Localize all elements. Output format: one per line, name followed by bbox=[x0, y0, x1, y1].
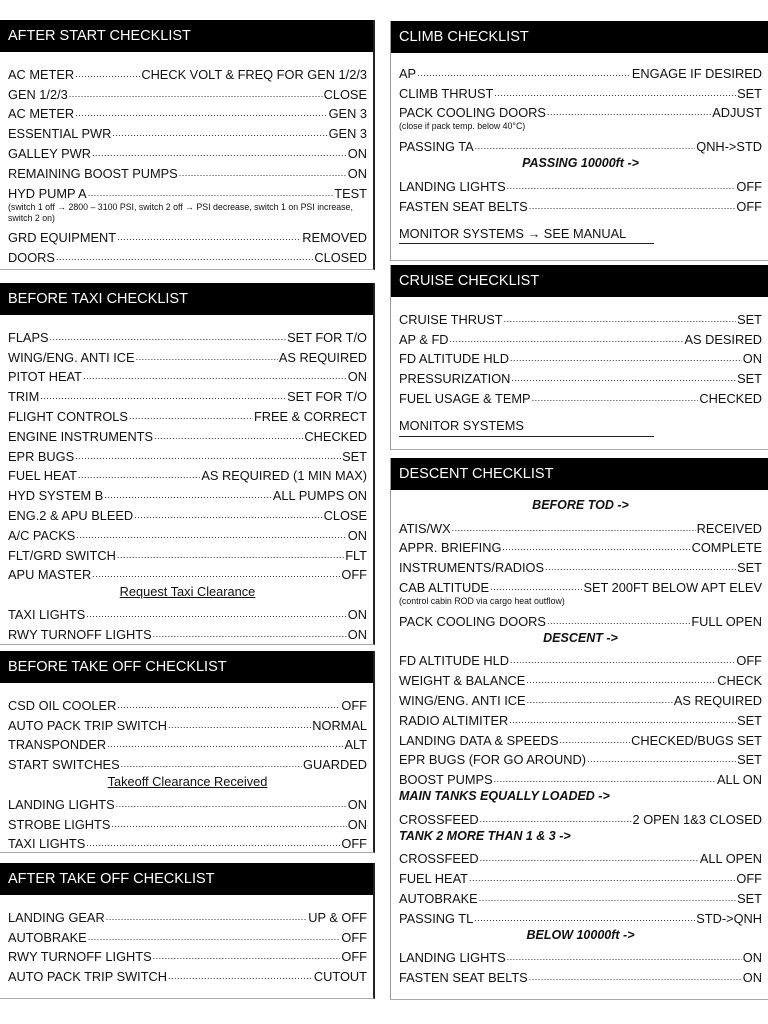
item-label: AUTOBRAKE bbox=[399, 890, 478, 906]
item-label: CROSSFEED bbox=[399, 811, 479, 827]
leader-dots bbox=[69, 86, 323, 102]
leader-dots bbox=[494, 85, 736, 101]
descent-section bbox=[390, 458, 768, 1000]
leader-dots bbox=[480, 811, 632, 827]
checklist-row bbox=[8, 733, 367, 753]
checklist-row bbox=[8, 563, 367, 583]
divider bbox=[399, 436, 654, 437]
checklist-row bbox=[8, 964, 367, 984]
item-label: FUEL HEAT bbox=[8, 468, 77, 484]
item-label: CROSSFEED bbox=[399, 851, 479, 867]
item-value: REMOVED bbox=[302, 230, 367, 246]
note: (control cabin ROD via cargo heat outflow) bbox=[399, 595, 565, 606]
item-label: ENG.2 & APU BLEED bbox=[8, 507, 134, 523]
leader-dots bbox=[117, 697, 340, 713]
item-value: RECEIVED bbox=[696, 520, 762, 536]
leader-dots bbox=[75, 105, 327, 121]
item-label: AP & FD bbox=[399, 331, 449, 347]
leader-dots bbox=[479, 890, 736, 906]
section-header: AFTER START CHECKLIST bbox=[0, 20, 373, 52]
leader-dots bbox=[510, 350, 742, 366]
leader-dots bbox=[92, 566, 340, 582]
checklist-row bbox=[8, 141, 367, 161]
item-label: LANDING DATA & SPEEDS bbox=[399, 732, 559, 748]
item-label: LANDING LIGHTS bbox=[8, 796, 115, 812]
after-start-section bbox=[0, 20, 375, 270]
item-value: CUTOUT bbox=[313, 969, 367, 985]
item-value: CLOSE bbox=[323, 507, 367, 523]
item-value: SET bbox=[737, 85, 762, 101]
leader-dots bbox=[511, 370, 736, 386]
checklist-row bbox=[399, 307, 762, 327]
monitor-note: MONITOR SYSTEMS → SEE MANUAL bbox=[399, 225, 627, 241]
leader-dots bbox=[417, 65, 631, 81]
item-label: PASSING TL bbox=[399, 910, 474, 926]
checklist-row bbox=[8, 121, 367, 141]
section-header: AFTER TAKE OFF CHECKLIST bbox=[0, 863, 373, 895]
item-label: PITOT HEAT bbox=[8, 369, 82, 385]
item-value: SET FOR T/O bbox=[287, 329, 367, 345]
item-label: A/C PACKS bbox=[8, 527, 76, 543]
checklist-row bbox=[399, 536, 762, 556]
leader-dots bbox=[179, 165, 347, 181]
item-value: FULL OPEN bbox=[691, 613, 762, 629]
checklist-row bbox=[8, 812, 367, 832]
item-label: INSTRUMENTS/RADIOS bbox=[399, 560, 545, 576]
item-value: STD->QNH bbox=[696, 910, 762, 926]
leader-dots bbox=[153, 948, 341, 964]
item-label: START SWITCHES bbox=[8, 757, 120, 773]
leader-dots bbox=[547, 104, 711, 120]
item-value: SET bbox=[737, 311, 762, 327]
leader-dots bbox=[83, 368, 347, 384]
item-label: PRESSURIZATION bbox=[399, 371, 511, 387]
item-label: GALLEY PWR bbox=[8, 145, 91, 161]
climb-section bbox=[390, 21, 768, 261]
item-label: RADIO ALTIMITER bbox=[399, 712, 509, 728]
item-label: CLIMB THRUST bbox=[399, 85, 494, 101]
leader-dots bbox=[107, 736, 343, 752]
checklist-row bbox=[8, 181, 367, 201]
item-value: CHECK bbox=[717, 673, 762, 689]
checklist-row bbox=[8, 832, 367, 852]
item-label: LANDING LIGHTS bbox=[399, 178, 506, 194]
item-value: AS REQUIRED bbox=[278, 349, 367, 365]
item-value: ON bbox=[347, 626, 367, 642]
item-label: AUTOBRAKE bbox=[8, 929, 87, 945]
checklist-row bbox=[399, 609, 762, 629]
checklist-row bbox=[399, 728, 762, 748]
before-takeoff-section bbox=[0, 651, 375, 853]
item-value: OFF bbox=[736, 198, 762, 214]
leader-dots bbox=[88, 929, 341, 945]
item-label: TAXI LIGHTS bbox=[8, 606, 86, 622]
sub-heading: BELOW 10000ft -> bbox=[526, 927, 635, 942]
leader-dots bbox=[56, 249, 313, 265]
checklist-row bbox=[399, 708, 762, 728]
note: (close if pack temp. below 40°C) bbox=[399, 121, 526, 132]
checklist-row bbox=[8, 523, 367, 543]
checklist-row bbox=[399, 767, 762, 787]
item-value: AS REQUIRED (1 MIN MAX) bbox=[201, 468, 367, 484]
leader-dots bbox=[117, 547, 344, 563]
checklist-row bbox=[8, 245, 367, 265]
item-label: AC METER bbox=[8, 106, 75, 122]
checklist-row bbox=[8, 543, 367, 563]
checklist-row bbox=[8, 693, 367, 713]
checklist-row bbox=[399, 516, 762, 536]
item-label: TRANSPONDER bbox=[8, 737, 107, 753]
leader-dots bbox=[116, 796, 347, 812]
item-label: APU MASTER bbox=[8, 567, 92, 583]
section-header: BEFORE TAKE OFF CHECKLIST bbox=[0, 651, 373, 683]
leader-dots bbox=[112, 125, 327, 141]
item-value: ENGAGE IF DESIRED bbox=[631, 65, 762, 81]
item-value: AS DESIRED bbox=[684, 331, 762, 347]
item-label: AUTO PACK TRIP SWITCH bbox=[8, 969, 168, 985]
item-value: ALL OPEN bbox=[699, 851, 762, 867]
item-value: AS REQUIRED bbox=[673, 692, 762, 708]
item-value: ADJUST bbox=[712, 105, 762, 121]
item-value: ON bbox=[347, 145, 367, 161]
checklist-row bbox=[399, 174, 762, 194]
item-label: ESSENTIAL PWR bbox=[8, 126, 112, 142]
item-value: OFF bbox=[736, 178, 762, 194]
cruise-section bbox=[390, 265, 768, 450]
leader-dots bbox=[494, 771, 716, 787]
leader-dots bbox=[510, 652, 735, 668]
leader-dots bbox=[78, 467, 200, 483]
section-header: CRUISE CHECKLIST bbox=[391, 265, 768, 297]
divider bbox=[399, 243, 654, 244]
item-value: OFF bbox=[341, 949, 367, 965]
checklist-row bbox=[399, 366, 762, 386]
checklist-row bbox=[8, 945, 367, 965]
item-value: OFF bbox=[736, 871, 762, 887]
checklist-row bbox=[8, 905, 367, 925]
item-value: NORMAL bbox=[312, 717, 367, 733]
item-label: RWY TURNOFF LIGHTS bbox=[8, 949, 152, 965]
item-value: COMPLETE bbox=[691, 540, 762, 556]
after-takeoff-section bbox=[0, 863, 375, 999]
item-label: GEN 1/2/3 bbox=[8, 86, 68, 102]
item-label: APPR. BRIEFING bbox=[399, 540, 502, 556]
leader-dots bbox=[117, 229, 301, 245]
item-label: FUEL HEAT bbox=[399, 871, 468, 887]
checklist-row bbox=[8, 325, 367, 345]
checklist-row bbox=[399, 866, 762, 886]
item-label: TRIM bbox=[8, 389, 40, 405]
checklist-row bbox=[399, 946, 762, 966]
item-value: SET bbox=[342, 448, 367, 464]
leader-dots bbox=[50, 329, 287, 345]
item-value: FREE & CORRECT bbox=[253, 408, 367, 424]
item-value: ON bbox=[347, 606, 367, 622]
checklist-row bbox=[399, 649, 762, 669]
checklist-row bbox=[399, 847, 762, 867]
item-label: ENGINE INSTRUMENTS bbox=[8, 428, 154, 444]
item-value: SET bbox=[737, 712, 762, 728]
checklist-row bbox=[399, 555, 762, 575]
checklist-row bbox=[8, 925, 367, 945]
checklist-row bbox=[8, 503, 367, 523]
leader-dots bbox=[168, 717, 311, 733]
item-value: ON bbox=[742, 950, 762, 966]
leader-dots bbox=[469, 870, 735, 886]
checklist-row bbox=[8, 424, 367, 444]
checklist-row bbox=[8, 464, 367, 484]
item-value: OFF bbox=[341, 567, 367, 583]
leader-dots bbox=[509, 712, 736, 728]
item-label: EPR BUGS (FOR GO AROUND) bbox=[399, 752, 586, 768]
checklist-row bbox=[8, 483, 367, 503]
item-value: ALL PUMPS ON bbox=[272, 488, 367, 504]
checklist-row bbox=[8, 365, 367, 385]
leader-dots bbox=[547, 613, 690, 629]
checklist-row bbox=[399, 668, 762, 688]
checklist-row bbox=[8, 792, 367, 812]
item-value: SET bbox=[737, 371, 762, 387]
item-label: HYD SYSTEM B bbox=[8, 488, 104, 504]
checklist-row bbox=[399, 386, 762, 406]
leader-dots bbox=[86, 835, 340, 851]
checklist-row bbox=[8, 444, 367, 464]
item-value: UP & OFF bbox=[308, 909, 367, 925]
item-label: CRUISE THRUST bbox=[399, 311, 503, 327]
item-label: CSD OIL COOLER bbox=[8, 697, 117, 713]
sub-heading: MAIN TANKS EQUALLY LOADED -> bbox=[399, 789, 610, 804]
item-value: FLT bbox=[345, 547, 367, 563]
checklist-row bbox=[399, 327, 762, 347]
item-value: SET bbox=[737, 752, 762, 768]
item-value: ON bbox=[347, 369, 367, 385]
item-value: GEN 3 bbox=[328, 126, 367, 142]
leader-dots bbox=[129, 408, 253, 424]
leader-dots bbox=[532, 390, 699, 406]
checklist-row bbox=[399, 688, 762, 708]
leader-dots bbox=[587, 751, 736, 767]
item-value: ON bbox=[347, 165, 367, 181]
checklist-row bbox=[399, 575, 762, 595]
leader-dots bbox=[136, 349, 278, 365]
item-value: CLOSED bbox=[314, 250, 367, 266]
checklist-row bbox=[399, 906, 762, 926]
center-note: Takeoff Clearance Received bbox=[107, 774, 268, 790]
leader-dots bbox=[526, 672, 716, 688]
checklist-row bbox=[8, 62, 367, 82]
item-value: OFF bbox=[341, 929, 367, 945]
section-header: BEFORE TAXI CHECKLIST bbox=[0, 283, 373, 315]
item-value: SET bbox=[737, 560, 762, 576]
item-value: OFF bbox=[341, 697, 367, 713]
leader-dots bbox=[545, 559, 736, 575]
leader-dots bbox=[88, 185, 334, 201]
leader-dots bbox=[490, 579, 582, 595]
item-value: QNH->STD bbox=[696, 139, 762, 155]
item-label: FASTEN SEAT BELTS bbox=[399, 198, 528, 214]
checklist-row bbox=[8, 713, 367, 733]
item-value: GUARDED bbox=[303, 757, 367, 773]
leader-dots bbox=[121, 756, 302, 772]
leader-dots bbox=[106, 909, 308, 925]
item-value: SET bbox=[737, 890, 762, 906]
checklist-row bbox=[399, 965, 762, 985]
checklist-row bbox=[8, 161, 367, 181]
item-value: CLOSE bbox=[323, 86, 367, 102]
item-label: EPR BUGS bbox=[8, 448, 75, 464]
item-label: WING/ENG. ANTI ICE bbox=[399, 692, 526, 708]
checklist-row bbox=[399, 807, 762, 827]
monitor-note: MONITOR SYSTEMS bbox=[399, 417, 524, 433]
item-label: PASSING TA bbox=[399, 139, 474, 155]
checklist-row bbox=[399, 101, 762, 121]
item-label: WEIGHT & BALANCE bbox=[399, 673, 526, 689]
checklist-row bbox=[399, 347, 762, 367]
item-value: CHECKED bbox=[699, 390, 762, 406]
leader-dots bbox=[86, 606, 347, 622]
checklist-row bbox=[399, 134, 762, 154]
item-value: ON bbox=[742, 351, 762, 367]
checklist-row bbox=[8, 384, 367, 404]
item-value: TEST bbox=[334, 185, 367, 201]
item-label: WING/ENG. ANTI ICE bbox=[8, 349, 135, 365]
sub-heading: BEFORE TOD -> bbox=[532, 498, 629, 512]
checklist-row bbox=[399, 748, 762, 768]
item-label: FD ALTITUDE HLD bbox=[399, 653, 509, 669]
item-label: FLT/GRD SWITCH bbox=[8, 547, 116, 563]
leader-dots bbox=[560, 732, 631, 748]
item-label: GRD EQUIPMENT bbox=[8, 230, 117, 246]
leader-dots bbox=[111, 816, 346, 832]
checklist-row bbox=[399, 81, 762, 101]
checklist-row bbox=[8, 404, 367, 424]
item-value: OFF bbox=[736, 653, 762, 669]
item-value: 2 OPEN 1&3 CLOSED bbox=[632, 811, 762, 827]
section-header: DESCENT CHECKLIST bbox=[391, 458, 768, 490]
item-label: ATIS/WX bbox=[399, 520, 451, 536]
item-label: LANDING LIGHTS bbox=[399, 950, 506, 966]
leader-dots bbox=[507, 178, 736, 194]
leader-dots bbox=[153, 626, 347, 642]
item-value: CHECK VOLT & FREQ FOR GEN 1/2/3 bbox=[141, 66, 367, 82]
item-value: SET FOR T/O bbox=[287, 389, 367, 405]
sub-heading: PASSING 10000ft -> bbox=[522, 156, 639, 171]
item-label: AUTO PACK TRIP SWITCH bbox=[8, 717, 168, 733]
before-taxi-section bbox=[0, 283, 375, 645]
leader-dots bbox=[480, 850, 699, 866]
checklist-row bbox=[8, 602, 367, 622]
leader-dots bbox=[507, 949, 742, 965]
item-value: CHECKED bbox=[304, 428, 367, 444]
leader-dots bbox=[76, 527, 346, 543]
item-value: ALT bbox=[344, 737, 367, 753]
item-value: SET 200FT BELOW APT ELEV bbox=[583, 579, 762, 595]
item-label: FLIGHT CONTROLS bbox=[8, 408, 128, 424]
checklist-row bbox=[399, 886, 762, 906]
item-label: TAXI LIGHTS bbox=[8, 836, 86, 852]
item-value: ON bbox=[347, 527, 367, 543]
item-value: ON bbox=[347, 816, 367, 832]
leader-dots bbox=[502, 539, 690, 555]
item-label: PACK COOLING DOORS bbox=[399, 105, 546, 121]
item-label: LANDING GEAR bbox=[8, 909, 105, 925]
leader-dots bbox=[40, 388, 286, 404]
item-label: REMAINING BOOST PUMPS bbox=[8, 165, 178, 181]
leader-dots bbox=[104, 487, 272, 503]
item-label: PACK COOLING DOORS bbox=[399, 613, 546, 629]
leader-dots bbox=[527, 692, 673, 708]
checklist-row bbox=[8, 622, 367, 642]
item-value: ALL ON bbox=[716, 772, 762, 788]
checklist-row bbox=[8, 82, 367, 102]
item-label: FUEL USAGE & TEMP bbox=[399, 390, 531, 406]
leader-dots bbox=[168, 968, 313, 984]
checklist-row bbox=[8, 345, 367, 365]
item-label: CAB ALTITUDE bbox=[399, 579, 490, 595]
checklist-row bbox=[399, 194, 762, 214]
checklist-row bbox=[8, 226, 367, 246]
item-label: BOOST PUMPS bbox=[399, 772, 493, 788]
checklist-row bbox=[399, 61, 762, 81]
sub-heading: TANK 2 MORE THAN 1 & 3 -> bbox=[399, 828, 571, 843]
item-label: STROBE LIGHTS bbox=[8, 816, 111, 832]
leader-dots bbox=[75, 448, 341, 464]
leader-dots bbox=[529, 969, 742, 985]
center-note: Request Taxi Clearance bbox=[119, 584, 256, 600]
leader-dots bbox=[474, 910, 695, 926]
note: (switch 1 off → 2800 – 3100 PSI, switch 2 off → PSI decrease, switch 1 on PSI increase, switch 2 on) bbox=[8, 201, 353, 223]
item-label: AC METER bbox=[8, 66, 75, 82]
item-label: FLAPS bbox=[8, 329, 49, 345]
checklist-row bbox=[8, 102, 367, 122]
leader-dots bbox=[504, 311, 737, 327]
item-label: DOORS bbox=[8, 250, 55, 266]
leader-dots bbox=[529, 198, 736, 214]
leader-dots bbox=[134, 507, 322, 523]
item-label: AP bbox=[399, 65, 417, 81]
item-value: OFF bbox=[341, 836, 367, 852]
item-label: FASTEN SEAT BELTS bbox=[399, 970, 528, 986]
item-value: GEN 3 bbox=[328, 106, 367, 122]
item-label: RWY TURNOFF LIGHTS bbox=[8, 626, 152, 642]
item-label: HYD PUMP A bbox=[8, 185, 87, 201]
leader-dots bbox=[452, 520, 696, 536]
item-label: FD ALTITUDE HLD bbox=[399, 351, 509, 367]
leader-dots bbox=[475, 138, 696, 154]
item-value: ON bbox=[347, 796, 367, 812]
sub-heading: DESCENT -> bbox=[543, 630, 618, 645]
leader-dots bbox=[92, 145, 347, 161]
item-value: ON bbox=[742, 970, 762, 986]
leader-dots bbox=[75, 66, 140, 82]
section-header: CLIMB CHECKLIST bbox=[391, 21, 768, 53]
leader-dots bbox=[154, 428, 303, 444]
leader-dots bbox=[450, 331, 684, 347]
checklist-row bbox=[8, 752, 367, 772]
item-value: CHECKED/BUGS SET bbox=[631, 732, 762, 748]
